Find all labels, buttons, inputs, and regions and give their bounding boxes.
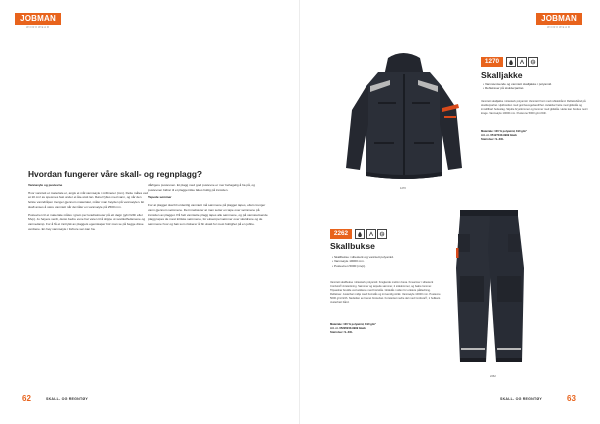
- svg-text:CE: CE: [380, 232, 384, 236]
- jacket-bullets: [483, 82, 552, 91]
- jacket-sizes: Størrelser: S–XXL: [481, 138, 504, 141]
- paragraph: dårligere pustevnen. Et plagg med god pustevne er mer behagelig å ha på, og pustevnen bidrar til et plagget ikke føles fuktig på innsiden.: [148, 183, 255, 192]
- pants-sizes: Størrelser: S–XXL: [330, 331, 353, 334]
- section-label: SKALL- OG REGNTØY: [500, 397, 542, 401]
- list-item: • Refleksser på skulderpartiet.: [483, 86, 552, 90]
- list-item: • Pustevnen 5000 (mvp).: [332, 264, 394, 268]
- certification-icon: [377, 229, 387, 239]
- jacket-product-code: 1270: [481, 57, 503, 67]
- breathable-icon: [517, 57, 527, 67]
- section-label: SKALL- OG REGNTØY: [46, 397, 88, 401]
- page-heading: Hvordan fungerer våre skall- og regnplagg?: [28, 169, 203, 179]
- paragraph: Hvor vanntett et materiale er, angis et mål vannsøyle i millimeter (mm). Dette måles ved at 10 cm² av spesmes fast under et åte-stott lan. Rørel fylles med vann, og når den første vanndråpen trenger gjennom materialet, måler man høyden på vannsøylen. Et skaft anses å være vanntett når det tåler en vannsøyle på 2500 mm.: [28, 190, 149, 209]
- list-item: • Vannsøyle 10000 mm.: [332, 259, 394, 263]
- jacket-feature-icons: [506, 57, 538, 67]
- brand-logo: [536, 13, 582, 25]
- jacket-product-name: Skalljakke: [481, 70, 523, 80]
- jacket-photo-caption: 1270: [400, 187, 406, 190]
- page-number: 62: [22, 394, 31, 403]
- pants-photo: [448, 208, 538, 370]
- brand-logo-subtext: WORKWEAR: [26, 26, 50, 29]
- jacket-article-number: Art. nr. 65127040-9999 black: [481, 134, 517, 137]
- pants-product-name: Skallbukse: [330, 241, 375, 251]
- pants-feature-icons: [355, 229, 387, 239]
- pants-product-code: 2262: [330, 229, 352, 239]
- svg-text:CE: CE: [531, 60, 535, 64]
- page-number: 63: [567, 394, 576, 403]
- breathable-icon: [366, 229, 376, 239]
- brand-logo-subtext: WORKWEAR: [547, 26, 571, 29]
- brand-logo-text: JOBMAN: [541, 14, 577, 23]
- jacket-photo: [338, 50, 468, 185]
- paragraph: Pustevnen til et materiale måles i gram per kvadratmeter på ett døgn (g/m²/24h eller Mvp). Jo høyere verdi, desto bedre evne har varen til å slippe ut svettkoffedamene og varmedamp. For å få et inntrykk av plaggets egenskaper bör man se på begge disse verdiene. En høy vannsøyle i forbore sen kan ha.: [28, 212, 146, 231]
- brand-logo: [15, 13, 61, 25]
- pants-description: Vanntett skallbukse i slitesterk polyamid. Kraglende mellom bena. Knearmer i slitesterk Cordura®-forsterkning. Sømmer og teipede sømmer, 2 sidelommer, og bakre lommer. Tilpassbar bredde ved anklene med borrelås. Glidelås i siden for enklere påkledning. Reflekser. Justerbar midje med borrelås og innvendig strikk. Vannsøyle 10000 mm. Pustevne 5000 g/m²/24h. Nedsiden av benet forsterket. Forsterket nedre del med Cordura®, 1 hullkant. Justerbart bånd.: [330, 281, 441, 304]
- pants-material: Materiale: 100 % polyamid, 190 g/m²: [330, 323, 376, 326]
- jacket-specs: [481, 130, 527, 142]
- certification-icon: [528, 57, 538, 67]
- pants-photo-caption: 2262: [490, 375, 496, 378]
- subheading: Vannavyle og pustevne: [28, 183, 63, 187]
- pants-specs: [330, 323, 376, 335]
- list-item: • Vannavvisende og vanntett skalljakke i polyamid.: [483, 82, 552, 86]
- waterproof-icon: [355, 229, 365, 239]
- text-column-b: [148, 183, 268, 230]
- paragraph: For at plagget skal bli ordentlig vanntett må sømmene på plagget tapes, ellers trenger vann gjennom sømmene. Det innebærer at man setter en tape over sømmene på innsiden av plagget. På helt vanntette plagg tapes alle sømmene, og på vannavvisende plagg tapes de mest kritiske sømmene, for eksempel sømmer over skuldrene og de sømmene hvor og bak som risikerer å bli utsatt for mest fuktighet på en jobbe.: [148, 203, 268, 226]
- jacket-material: Materiale: 100 % polyamid, 190 g/m²: [481, 130, 527, 133]
- list-item: • Skallbukse i slitesterk og vanntett polyamid.: [332, 255, 394, 259]
- pants-bullets: [332, 255, 394, 268]
- subheading: Tepede sømmer: [148, 195, 172, 200]
- text-column-a: [28, 183, 148, 234]
- pants-article-number: Art. nr. 65226240-9999 black: [330, 327, 366, 330]
- right-page: [300, 0, 600, 424]
- waterproof-icon: [506, 57, 516, 67]
- brand-logo-text: JOBMAN: [20, 14, 56, 23]
- jacket-description: Vanntett skalljakke i slitesterk polyamid. Vanntett front med refleksbånd. Refleksbånd på skulderpartiet. Hjulbreiden med god bevegelsesfrihet. Avtakbar hette med glidelås og innstillbart hetteslag. Skjulte brystlommer og lommer med glidelås. Hette kan brettes ned i krage. Vannsøyle 10000 mm. Pustevne 5000 g/m²/24h.: [481, 100, 588, 115]
